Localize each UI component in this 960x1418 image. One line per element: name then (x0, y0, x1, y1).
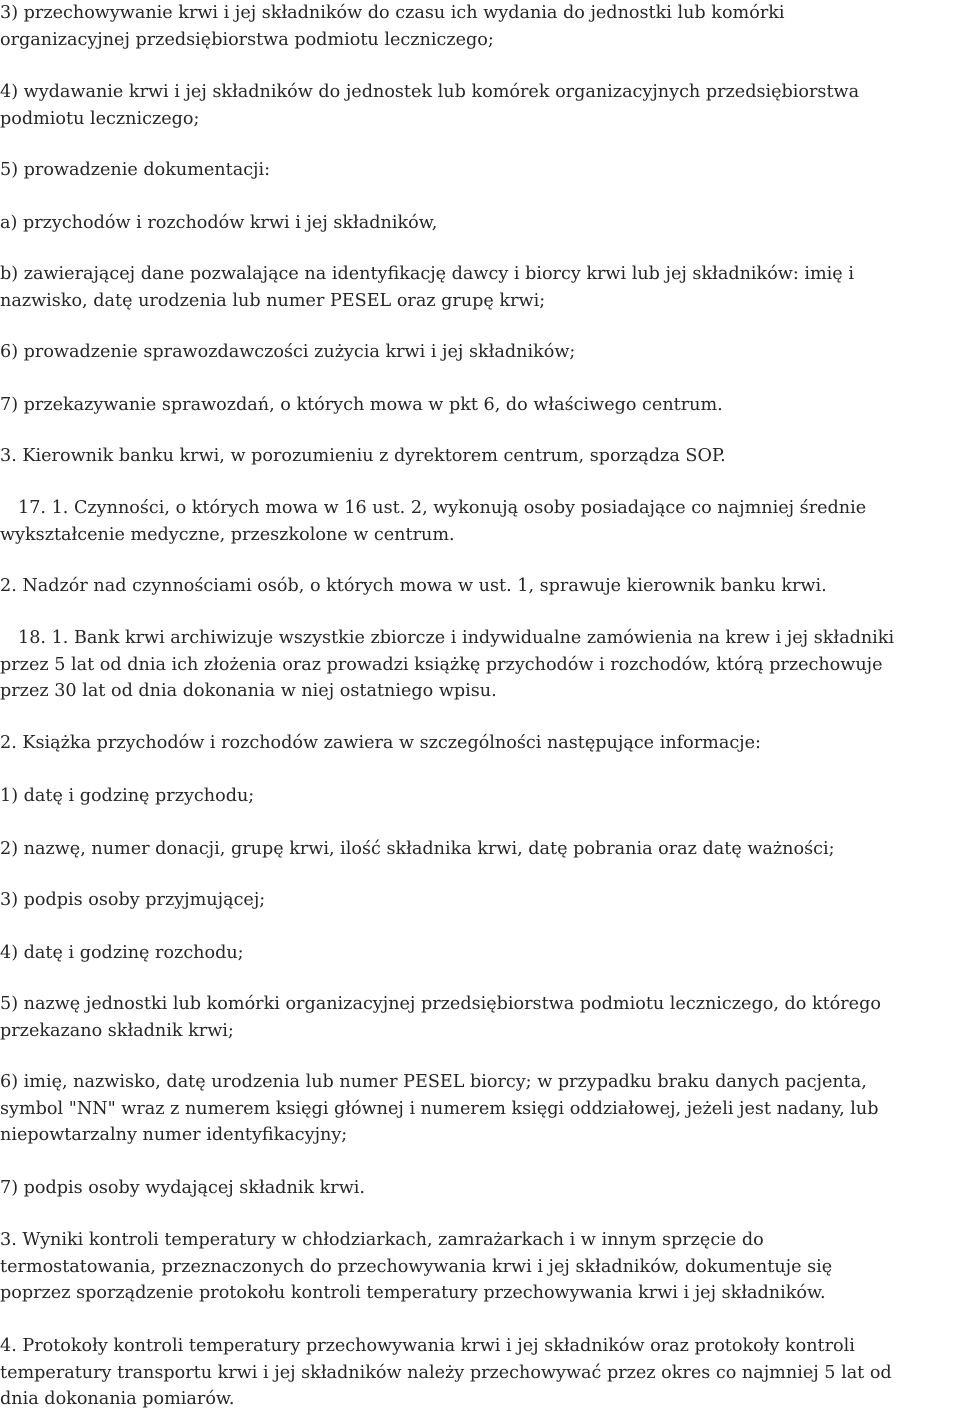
paragraph-line: 17. 1. Czynności, o których mowa w 16 ust. 2, wykonują osoby posiadające co najmniej średnie (18, 498, 867, 518)
paragraph-line: 5) nazwę jednostki lub komórki organizacyjnej przedsiębiorstwa podmiotu leczniczego, do którego (0, 994, 881, 1014)
paragraph-p8 (0, 443, 960, 470)
paragraph-line: nazwisko, datę urodzenia lub numer PESEL oraz grupę krwi; (0, 290, 546, 311)
paragraph-line: 2. Nadzór nad czynnościami osób, o których mowa w ust. 1, sprawuje kierownik banku krwi. (0, 576, 827, 596)
paragraph-line: dnia dokonania pomiarów. (0, 1389, 235, 1409)
paragraph-line: symbol "NN" wraz z numerem księgi głównej i numerem księgi oddziałowej, jeżeli jest nadany, lub (0, 1098, 879, 1119)
paragraph-p19 (0, 1175, 960, 1202)
paragraph-p14 (0, 836, 960, 863)
paragraph-line: niepowtarzalny numer identyfikacyjny; (0, 1125, 348, 1145)
paragraph-line: 4. Protokoły kontroli temperatury przechowywania krwi i jej składników oraz protokoły kontroli (0, 1336, 855, 1356)
paragraph-line: wykształcenie medyczne, przeszkolone w centrum. (0, 524, 455, 545)
paragraph-line: podmiotu leczniczego; (0, 108, 200, 129)
paragraph-line: 3) przechowywanie krwi i jej składników do czasu ich wydania do jednostki lub komórki (0, 3, 785, 23)
paragraph-p11 (0, 625, 960, 705)
paragraph-p12 (0, 730, 960, 757)
paragraph-line: 2. Książka przychodów i rozchodów zawiera w szczególności następujące informacje: (0, 733, 761, 753)
paragraph-line: 3. Kierownik banku krwi, w porozumieniu z dyrektorem centrum, sporządza SOP. (0, 446, 726, 466)
paragraph-p16 (0, 940, 960, 967)
paragraph-line: 6) prowadzenie sprawozdawczości zużycia krwi i jej składników; (0, 342, 576, 362)
paragraph-line: 6) imię, nazwisko, datę urodzenia lub numer PESEL biorcy; w przypadku braku danych pacjenta, (0, 1072, 867, 1092)
paragraph-line: przez 30 lat od dnia dokonania w niej ostatniego wpisu. (0, 681, 497, 701)
paragraph-line: organizacyjnej przedsiębiorstwa podmiotu leczniczego; (0, 29, 494, 50)
paragraph-line: temperatury transportu krwi i jej składników należy przechowywać przez okres co najmniej 5 lat od (0, 1362, 892, 1383)
paragraph-line: 4) wydawanie krwi i jej składników do jednostek lub komórek organizacyjnych przedsiębiorstwa (0, 82, 860, 102)
paragraph-line: termostatowania, przeznaczonych do przechowywania krwi i jej składników, dokumentuje się (0, 1256, 833, 1277)
paragraph-line: 7) przekazywanie sprawozdań, o których mowa w pkt 6, do właściwego centrum. (0, 395, 723, 415)
paragraph-p6 (0, 339, 960, 366)
paragraph-p17 (0, 991, 960, 1044)
paragraph-p20 (0, 1227, 960, 1307)
paragraph-line: a) przychodów i rozchodów krwi i jej składników, (0, 213, 438, 233)
paragraph-p2 (0, 79, 960, 132)
paragraph-line: 3. Wyniki kontroli temperatury w chłodziarkach, zamrażarkach i w innym sprzęcie do (0, 1230, 764, 1250)
paragraph-line: przekazano składnik krwi; (0, 1020, 234, 1041)
paragraph-p13 (0, 783, 960, 810)
paragraph-p9 (0, 495, 960, 548)
paragraph-p15 (0, 887, 960, 914)
paragraph-p18 (0, 1069, 960, 1149)
paragraph-p3 (0, 157, 960, 184)
paragraph-line: 18. 1. Bank krwi archiwizuje wszystkie zbiorcze i indywidualne zamówienia na krew i jej składniki (18, 628, 895, 648)
paragraph-line: poprzez sporządzenie protokołu kontroli temperatury przechowywania krwi i jej składników. (0, 1283, 826, 1303)
paragraph-line: b) zawierającej dane pozwalające na identyfikację dawcy i biorcy krwi lub jej składników: imię i (0, 264, 854, 284)
paragraph-p5 (0, 261, 960, 314)
paragraph-line: 2) nazwę, numer donacji, grupę krwi, ilość składnika krwi, datę pobrania oraz datę ważności; (0, 839, 835, 859)
paragraph-line: 7) podpis osoby wydającej składnik krwi. (0, 1178, 366, 1198)
paragraph-line: 5) prowadzenie dokumentacji: (0, 160, 271, 180)
paragraph-line: 1) datę i godzinę przychodu; (0, 786, 255, 806)
paragraph-line: 3) podpis osoby przyjmującej; (0, 890, 266, 910)
paragraph-line: 4) datę i godzinę rozchodu; (0, 943, 244, 963)
paragraph-p10 (0, 573, 960, 600)
paragraph-line: przez 5 lat od dnia ich złożenia oraz prowadzi książkę przychodów i rozchodów, którą przechowuje (0, 654, 883, 675)
paragraph-p21 (0, 1333, 960, 1413)
paragraph-p7 (0, 392, 960, 419)
paragraph-p1 (0, 0, 960, 53)
paragraph-p4 (0, 210, 960, 237)
